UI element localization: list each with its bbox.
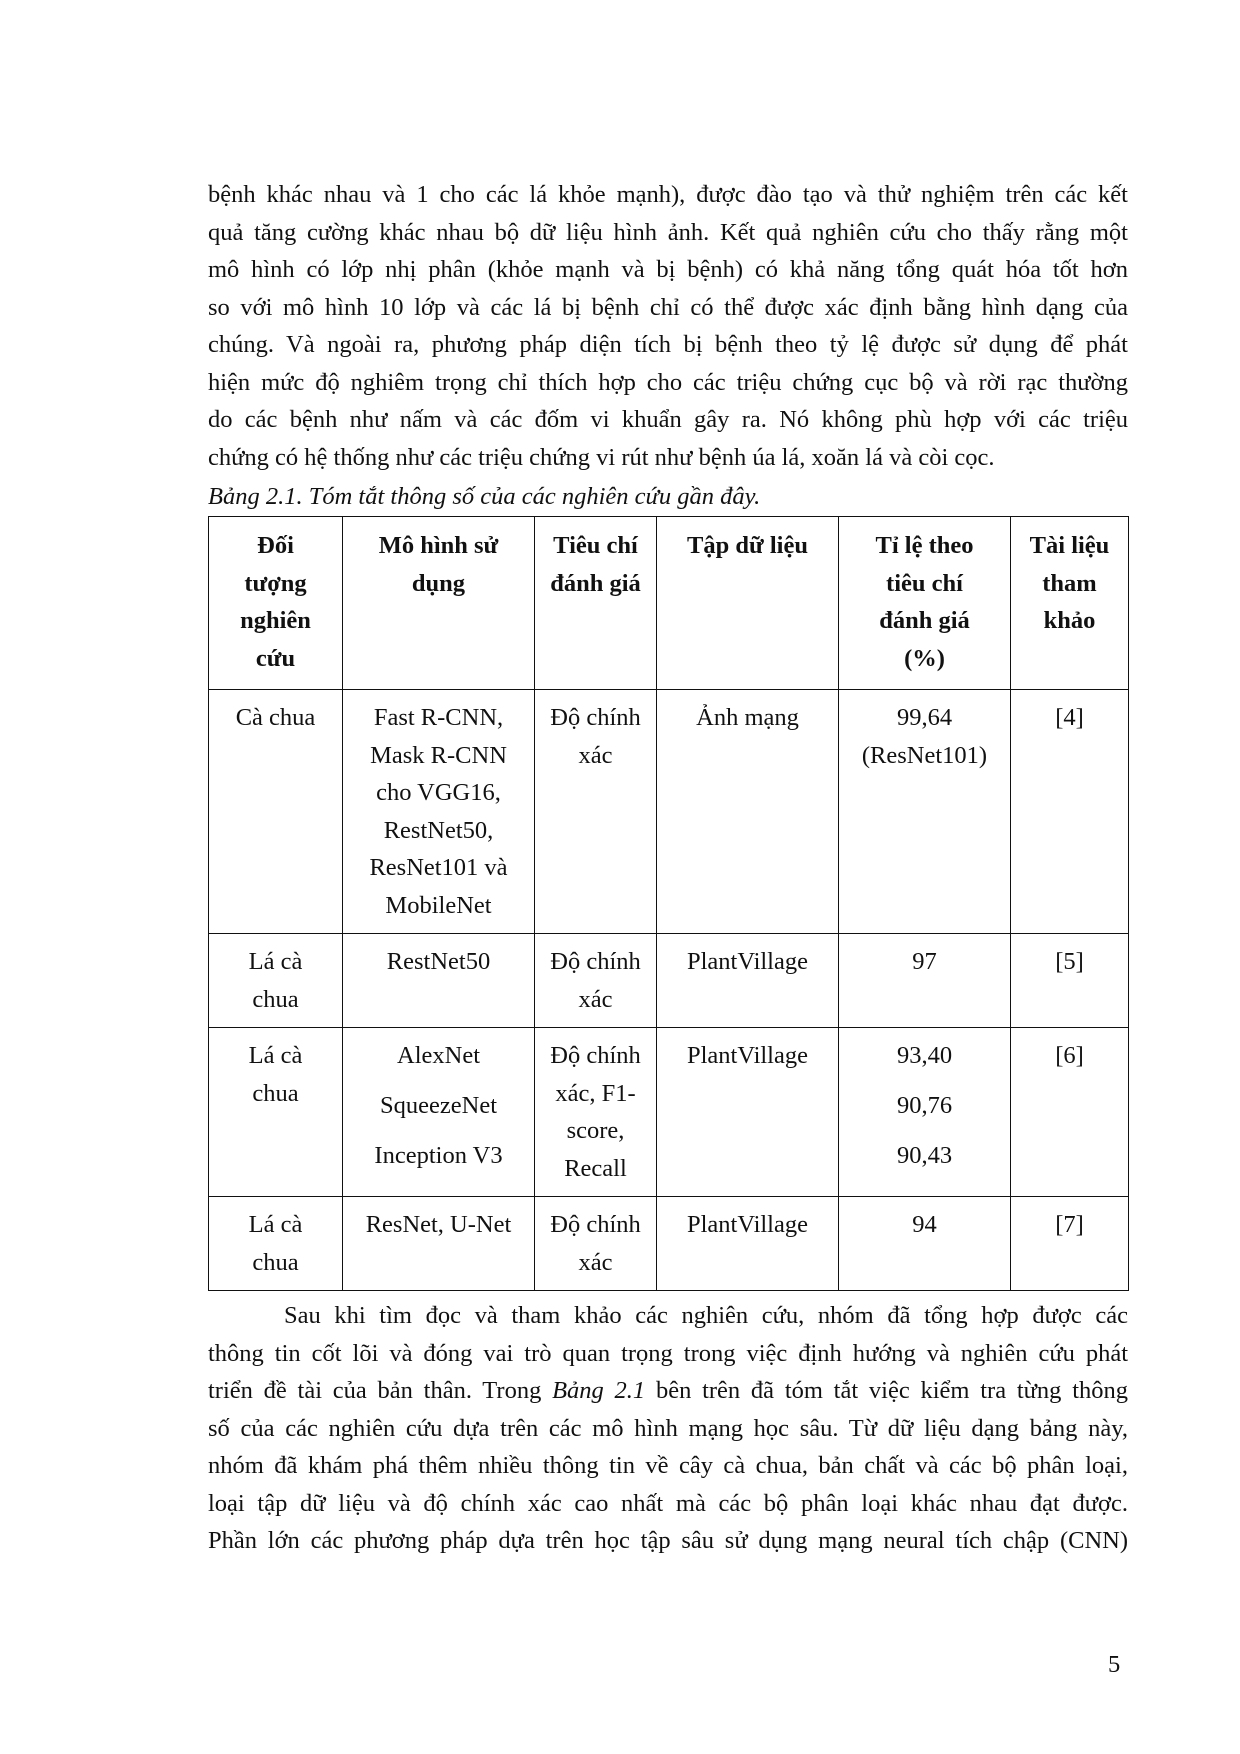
cell-line: Độ chính [550, 948, 641, 975]
header-line: (%) [904, 644, 945, 672]
cell-line: Ảnh mạng [696, 704, 799, 731]
cell-line: 90,76 [896, 1091, 953, 1119]
cell-line: chua [252, 1248, 299, 1276]
intro-line: quả tăng cường khác nhau bộ dữ liệu hình ảnh. Kết quả nghiên cứu cho thấy rằng một [208, 218, 1128, 246]
cell-line: [7] [1055, 1211, 1084, 1238]
header-line: tham [1042, 569, 1097, 597]
cell-line: Độ chính [550, 1211, 641, 1238]
table-header-row [209, 517, 1129, 690]
header-line: Tiêu chí [553, 532, 638, 559]
intro-line: mô hình có lớp nhị phân (khỏe mạnh và bị bệnh) có khả năng tổng quát hóa tốt hơn [208, 256, 1128, 283]
cell-subject [209, 1028, 343, 1197]
header-line: nghiên [240, 607, 311, 634]
header-line: khảo [1043, 607, 1096, 634]
cell-subject [209, 690, 343, 934]
intro-line: chúng. Và ngoài ra, phương pháp diện tích bị bệnh theo tỷ lệ được sử dụng để phát [208, 331, 1128, 358]
cell-subject [209, 934, 343, 1028]
cell-line: [5] [1055, 948, 1084, 975]
cell-line: ResNet, U-Net [365, 1211, 512, 1238]
header-line: dụng [411, 569, 466, 597]
summary-table [208, 516, 1129, 1291]
intro-line: chứng có hệ thống như các triệu chứng vi rút như bệnh úa lá, xoăn lá và còi cọc. [208, 443, 995, 471]
cell-dataset [657, 690, 839, 934]
table-row [209, 1028, 1129, 1197]
cell-model [343, 934, 535, 1028]
cell-line: PlantVillage [686, 1042, 808, 1069]
cell-line: PlantVillage [686, 948, 808, 975]
page-content [208, 176, 1128, 1560]
cell-line: Lá cà [248, 1042, 303, 1069]
table-reference: Bảng 2.1 [552, 1377, 646, 1404]
cell-rate [839, 690, 1011, 934]
intro-line: bệnh khác nhau và 1 cho các lá khỏe mạnh), được đào tạo và thử nghiệm trên các kết [208, 181, 1128, 208]
table-row [209, 1197, 1129, 1291]
cell-line: score, [566, 1117, 625, 1144]
cell-rate [839, 1028, 1011, 1197]
header-line: đánh giá [550, 569, 641, 597]
header-line: Tỉ lệ theo [875, 532, 974, 559]
cell-line: PlantVillage [686, 1211, 808, 1238]
cell-line: cho VGG16, [376, 779, 501, 806]
cell-line: AlexNet [397, 1042, 480, 1069]
header-line: Tập dữ liệu [687, 532, 808, 559]
cell-line: 97 [912, 948, 937, 975]
cell-reference [1011, 690, 1129, 934]
cell-model [343, 690, 535, 934]
cell-line: RestNet50 [386, 948, 491, 975]
cell-line: xác [578, 1248, 613, 1276]
header-subject [209, 517, 343, 690]
cell-line: Lá cà [248, 948, 303, 975]
table-row [209, 690, 1129, 934]
intro-line: do các bệnh như nấm và các đốm vi khuẩn gây ra. Nó không phù hợp với các triệu [208, 406, 1128, 433]
cell-line: xác [578, 741, 613, 769]
header-line: tượng [244, 569, 307, 597]
table-row [209, 934, 1129, 1028]
cell-line: Fast R-CNN, [373, 704, 504, 731]
cell-reference [1011, 1197, 1129, 1291]
intro-paragraph [208, 176, 1128, 476]
cell-line: 99,64 [896, 704, 953, 731]
header-line: Tài liệu [1029, 532, 1110, 559]
closing-line: số của các nghiên cứu dựa trên các mô hình mạng học sâu. Từ dữ liệu dạng bảng này, [208, 1414, 1128, 1442]
cell-line: [4] [1055, 704, 1084, 731]
cell-rate [839, 1197, 1011, 1291]
header-reference [1011, 517, 1129, 690]
closing-paragraph [208, 1297, 1128, 1560]
header-model [343, 517, 535, 690]
cell-line: SqueezeNet [380, 1091, 497, 1119]
cell-rate [839, 934, 1011, 1028]
header-dataset [657, 517, 839, 690]
cell-line: chua [252, 1079, 299, 1107]
cell-dataset [657, 934, 839, 1028]
cell-criteria [535, 690, 657, 934]
cell-line: 93,40 [896, 1042, 953, 1069]
cell-line: Độ chính [550, 704, 641, 731]
cell-line: chua [252, 985, 299, 1013]
table-caption: Bảng 2.1. Tóm tắt thông số của các nghiên cứu gần đây. [208, 483, 761, 510]
closing-line [208, 1372, 1128, 1410]
cell-line: 90,43 [896, 1141, 953, 1169]
header-rate [839, 517, 1011, 690]
cell-line: [6] [1055, 1042, 1084, 1069]
cell-criteria [535, 1197, 657, 1291]
intro-line: hiện mức độ nghiêm trọng chỉ thích hợp cho các triệu chứng cục bộ và rời rạc thường [208, 368, 1128, 396]
cell-criteria [535, 1028, 657, 1197]
closing-line: loại tập dữ liệu và độ chính xác cao nhất mà các bộ phân loại khác nhau đạt được. [208, 1489, 1128, 1517]
header-line: tiêu chí [886, 569, 963, 597]
cell-line: Recall [564, 1154, 627, 1182]
cell-line: MobileNet [385, 891, 492, 919]
cell-line: (ResNet101) [861, 741, 988, 769]
cell-subject [209, 1197, 343, 1291]
header-line: Đối [257, 532, 294, 559]
closing-line: Sau khi tìm đọc và tham khảo các nghiên cứu, nhóm đã tổng hợp được các [284, 1302, 1128, 1329]
intro-line: so với mô hình 10 lớp và các lá bị bệnh chỉ có thể được xác định bằng hình dạng của [208, 293, 1128, 321]
cell-dataset [657, 1197, 839, 1291]
closing-line-text: triển đề tài của bản thân. Trong [208, 1377, 553, 1404]
closing-line: nhóm đã khám phá thêm nhiều thông tin về cây cà chua, bản chất và các bộ phân loại, [208, 1452, 1128, 1479]
cell-line: Inception V3 [374, 1141, 503, 1169]
cell-line: Lá cà [248, 1211, 303, 1238]
cell-criteria [535, 934, 657, 1028]
cell-line: ResNet101 và [369, 854, 508, 881]
cell-line: Mask R-CNN [370, 741, 507, 769]
cell-line: xác, F1- [555, 1079, 636, 1107]
cell-line: RestNet50, [383, 816, 494, 844]
page-number: 5 [1108, 1651, 1121, 1678]
cell-model [343, 1197, 535, 1291]
cell-reference [1011, 934, 1129, 1028]
closing-line: Phần lớn các phương pháp dựa trên học tập sâu sử dụng mạng neural tích chập (CNN) [208, 1527, 1128, 1554]
closing-line-text: bên trên đã tóm tắt việc kiểm tra từng thông [645, 1377, 1128, 1404]
header-line: cứu [255, 644, 296, 672]
cell-model [343, 1028, 535, 1197]
cell-reference [1011, 1028, 1129, 1197]
closing-line: thông tin cốt lõi và đóng vai trò quan trọng trong việc định hướng và nghiên cứu phát [208, 1339, 1128, 1367]
cell-line: Cà chua [235, 704, 316, 731]
cell-line: Độ chính [550, 1042, 641, 1069]
cell-line: 94 [912, 1211, 937, 1238]
header-line: đánh giá [879, 607, 970, 634]
cell-dataset [657, 1028, 839, 1197]
cell-line: xác [578, 985, 613, 1013]
header-criteria [535, 517, 657, 690]
header-line: Mô hình sử [378, 532, 499, 559]
